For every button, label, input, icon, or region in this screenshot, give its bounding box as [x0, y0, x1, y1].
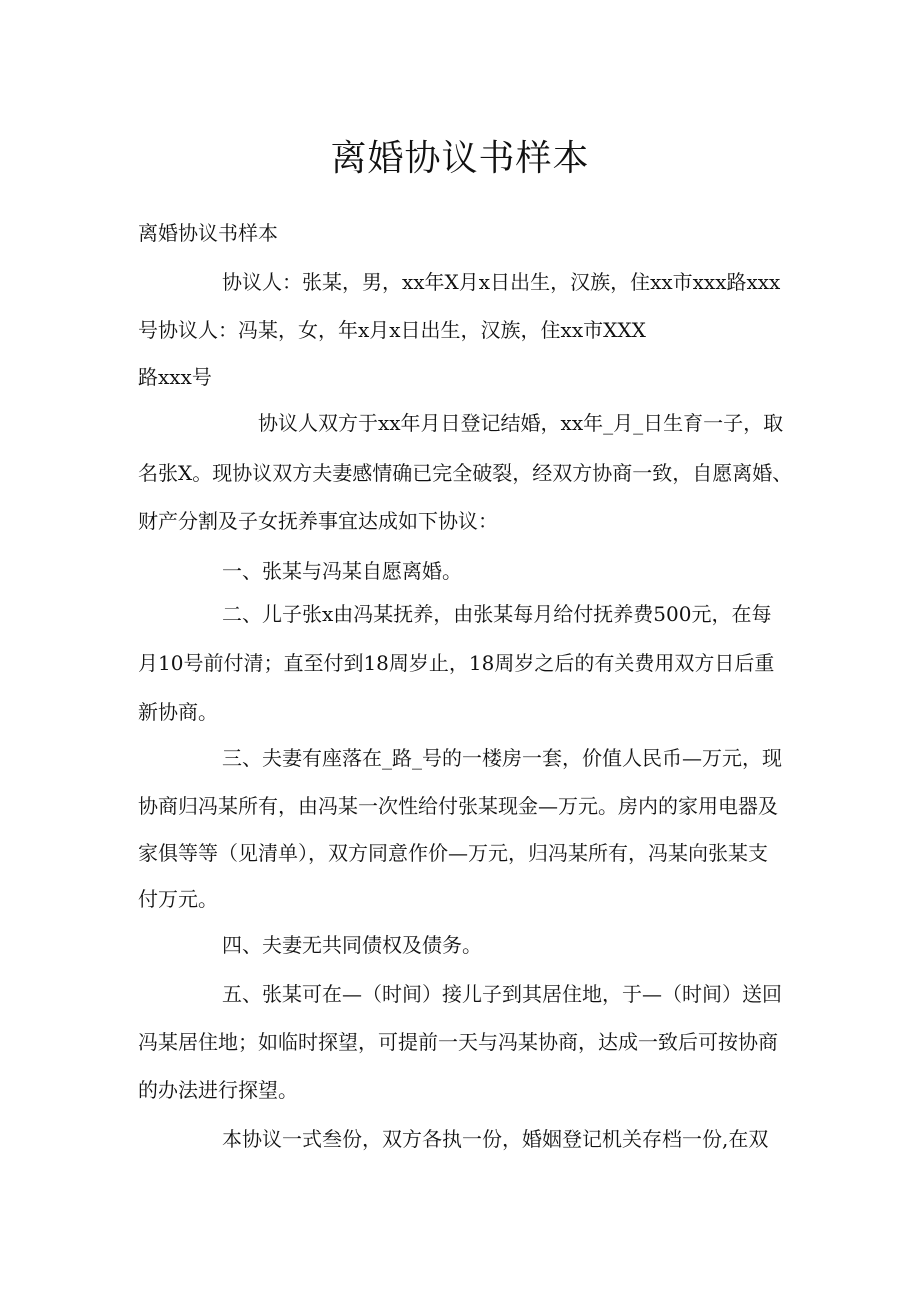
intro-line-2: 名张X。现协议双方夫妻感情确已完全破裂，经双方协商一致，自愿离婚、: [138, 461, 793, 485]
party-line-1: 协议人：张某，男，xx年X月x日出生，汉族，住xx市xxx路xxx: [222, 270, 781, 294]
clause-5-line-3: 的办法进行探望。: [138, 1078, 298, 1102]
document-subtitle: 离婚协议书样本: [138, 221, 278, 245]
party-line-3: 路xxx号: [138, 365, 212, 389]
clause-3-line-3: 家俱等等（见清单），双方同意作价—万元，归冯某所有，冯某向张某支: [138, 841, 768, 865]
clause-3-line-4: 付万元。: [138, 887, 218, 911]
clause-3-line-1: 三、夫妻有座落在_路_号的一楼房一套，价值人民币—万元，现: [222, 746, 782, 770]
clause-2-line-3: 新协商。: [138, 700, 218, 724]
clause-2-line-2: 月10号前付清；直至付到18周岁止，18周岁之后的有关费用双方日后重: [138, 651, 775, 675]
intro-line-1: 协议人双方于xx年月日登记结婚，xx年_月_日生育一子，取: [258, 411, 784, 435]
clause-2-line-1: 二、儿子张x由冯某抚养，由张某每月给付抚养费500元，在每: [222, 602, 772, 626]
closing-line-1: 本协议一式叁份，双方各执一份，婚姻登记机关存档一份,在双: [222, 1127, 769, 1151]
clause-1-line-1: 一、张某与冯某自愿离婚。: [222, 559, 462, 583]
document-title: 离婚协议书样本: [330, 138, 590, 179]
clause-3-line-2: 协商归冯某所有，由冯某一次性给付张某现金—万元。房内的家用电器及: [138, 794, 778, 818]
party-line-2: 号协议人：冯某，女，年x月x日出生，汉族，住xx市XXX: [138, 318, 646, 342]
clause-5-line-1: 五、张某可在—（时间）接儿子到其居住地，于—（时间）送回: [222, 982, 782, 1006]
intro-line-3: 财产分割及子女抚养事宜达成如下协议：: [138, 509, 498, 533]
clause-5-line-2: 冯某居住地；如临时探望，可提前一天与冯某协商，达成一致后可按协商: [138, 1030, 778, 1054]
clause-4-line-1: 四、夫妻无共同债权及债务。: [222, 933, 482, 957]
